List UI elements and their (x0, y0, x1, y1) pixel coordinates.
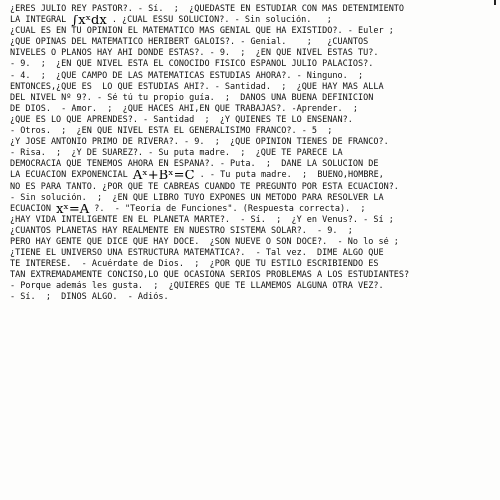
text-line (10, 259, 494, 270)
text-line (10, 215, 494, 226)
line-text: ¿CUÁL ES EN TU OPINIÓN EL MATEMÁTICO MÁS GENIAL QUE HA EXISTIDO?. - Euler ; (10, 26, 394, 37)
text-line (10, 204, 494, 215)
text-line (10, 37, 494, 48)
line-text: - 9. ; ¿EN QUÉ NIVEL ESTÁ EL CONOCIDO FÍSICO ESPAÑOL JULIO PALACIOS?. (10, 59, 374, 70)
text-line (10, 48, 494, 59)
line-text: DE DIOS. - Amor. ; ¿QUÉ HACES AHÍ,EN QUE TRABAJAS?. -Aprender. ; (10, 103, 358, 114)
text-line (10, 4, 494, 15)
line-text: DEMOCRACIA QUE TENEMOS AHORA EN ESPAÑA?. - Puta. ; DANE LA SOLUCIÓN DE (10, 159, 379, 170)
line-text: - Sin solución. ; ¿EN QUÉ LIBRO TUYO EXPONES UN MÉTODO PARA RESOLVER LA (10, 192, 384, 203)
line-text: ¿CUÁNTOS PLANETAS HAY REALMENTE EN NUESTRO SISTEMA SOLAR?. - 9. ; (10, 225, 353, 236)
line-text: ECUACIÓN (10, 203, 57, 214)
text-line (10, 104, 494, 115)
text-line (10, 115, 494, 126)
text-line (10, 59, 494, 70)
text-line (10, 248, 494, 259)
line-text: ¿ERES JULIO REY PASTOR?. - Sí. ; ¿QUEDASTE EN ESTUDIAR CON MAS DETENIMIENTO (10, 4, 405, 14)
line-text: - Otros. ; ¿EN QUÉ NIVEL ESTÁ EL GENERALÍSIMO FRANCO?. - 5 ; (10, 126, 333, 137)
line-text: ?. - "Teoría de Funciones". (Respuesta correcta). ; (89, 203, 366, 214)
line-text: LA ECUACION EXPONENCIAL (10, 170, 133, 181)
line-text: LA INTEGRAL (10, 15, 72, 26)
text-line (10, 170, 494, 181)
text-line (10, 148, 494, 159)
line-text: TE INTERESE. - Acuérdate de Dios. ; ¿POR QUÉ TU ESTILO ESCRIBIENDO ES (10, 259, 379, 270)
line-text: PERO HAY GENTE QUE DICE QUE HAY DOCE. ¿SON NUEVE O SON DOCE?. - No lo sé ; (10, 236, 399, 247)
line-text: - Sí. ; DINOS ALGO. - Adiós. (10, 292, 169, 303)
text-line (10, 237, 494, 248)
text-line (10, 226, 494, 237)
line-text: ¿Y JOSÉ ANTONIO PRIMO DE RIVERA?. - 9. ; ¿QUÉ OPINIÓN TIENES DE FRANCO?. (10, 137, 389, 148)
text-line (10, 281, 494, 292)
line-text: DEL NIVEL Nº 9?. - Sé tú tu propio guía. ; DANOS UNA BUENA DEFINICIÓN (10, 92, 374, 103)
line-text: . - Tu puta madre. ; BUENO,HOMBRE, (194, 170, 384, 181)
text-line (10, 15, 494, 26)
text-line (10, 270, 494, 281)
handwritten-formula: Aˣ+Bˣ=C (132, 170, 195, 182)
typewritten-transcript (10, 4, 494, 304)
text-line (10, 82, 494, 93)
text-line (10, 182, 494, 193)
line-text: ¿TIENE EL UNIVERSO UNA ESTRUCTURA MATEMÁTICA?. - Tal vez. DIME ALGO QUE (10, 248, 384, 259)
line-text: ¿QUÉ OPINAS DEL MATEMÁTICO HERIBERT GALOIS?. - Genial. ; ¿CUÁNTOS (10, 37, 369, 48)
line-text: - Porque además les gusta. ; ¿QUIERES QUE TE LLAMEMOS ALGUNA OTRA VEZ?. (10, 281, 384, 292)
text-line (10, 159, 494, 170)
line-text: NIVELES O PLANOS HAY AHÍ DONDE ESTÁS?. - 9. ; ¿EN QUÉ NIVEL ESTÁS TÚ?. (10, 48, 379, 59)
ink-speck (494, 0, 496, 5)
line-text: TAN EXTREMADAMENTE CONCISO,LO QUE OCASIONA SERIOS PROBLEMAS A LOS ESTUDIANTES? (10, 270, 410, 281)
text-line (10, 71, 494, 82)
line-text: - 4. ; ¿QUÉ CAMPO DE LAS MATEMÁTICAS ESTUDIAS AHORA?. - Ninguno. ; (10, 70, 364, 81)
line-text: NO ES PARA TANTO. ¿POR QUÉ TE CABREAS CUANDO TE PREGUNTO POR ESTA ECUACIÓN?. (10, 181, 399, 192)
line-text: ¿HAY VIDA INTELIGENTE EN EL PLANETA MARTE?. - Sí. ; ¿Y en Venus?. - Sí ; (10, 214, 394, 225)
text-line (10, 292, 494, 303)
text-line (10, 93, 494, 104)
line-text: ¿QUÉ ES LO QUE APRENDES?. - Santidad ; ¿Y QUIÉNES TE LO ENSEÑAN?. (10, 114, 353, 125)
handwritten-formula: xˣ=A (56, 203, 90, 215)
line-text: . ¿CUÁL ESSU SOLUCIÓN?. - Sin solución. ; (106, 15, 332, 26)
text-line (10, 137, 494, 148)
handwritten-formula: ∫xˣdx (71, 15, 107, 27)
line-text: ENTONCES,¿QUÉ ES LO QUE ESTUDIAS AHÍ?. - Santidad. ; ¿QUÉ HAY MÁS ALLÁ (10, 81, 384, 92)
text-line (10, 193, 494, 204)
text-line (10, 126, 494, 137)
line-text: - Risa. ; ¿Y DE SUÁREZ?. - Su puta madre. ; ¿QUÉ TE PARECE LA (10, 148, 343, 159)
text-line (10, 26, 494, 37)
